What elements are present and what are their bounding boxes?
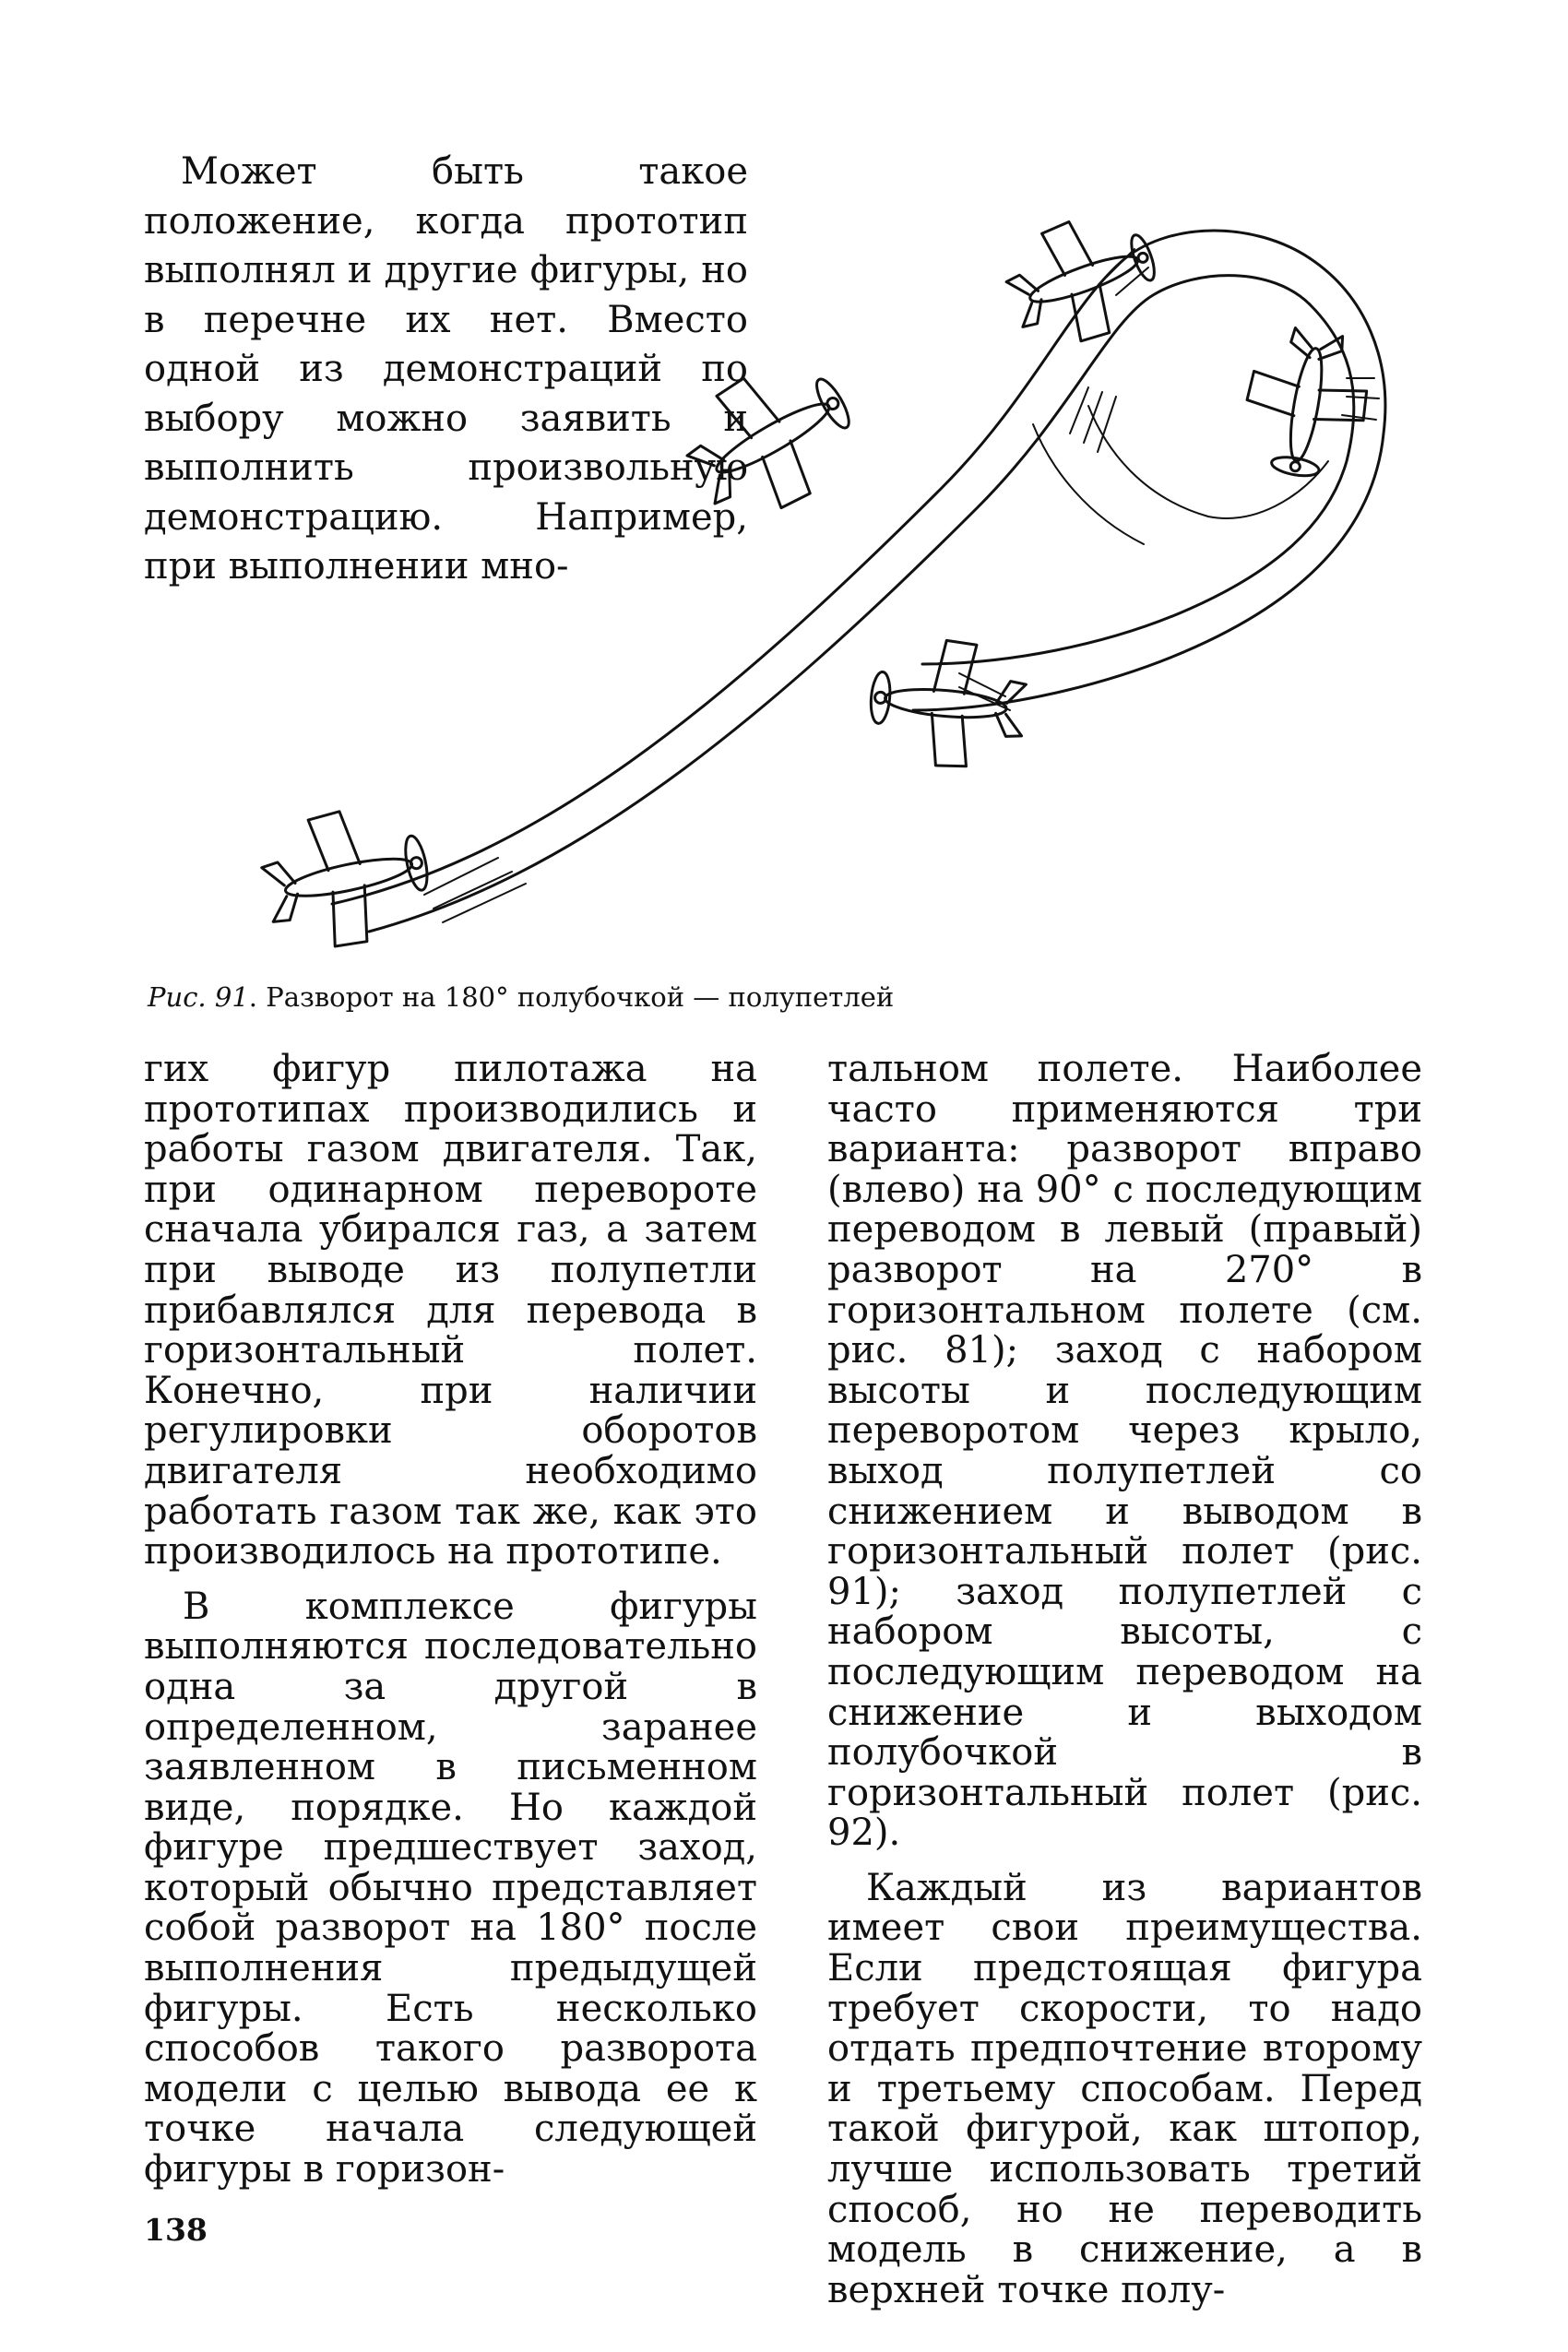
right-paragraph-1: тальном полете. Наиболее часто применяются три варианта: разворот вправо (влево) на 90° с последующим переводом в левый (правый) разворот на 270° в горизонтальном полете (см. рис. 81); заход с набором высоты и последующим переворотом через крыло, выход полупетлей со снижением и выводом в горизонтальный полет (рис. 91); заход полупетлей с набором высоты, с последующим переводом на снижение и выходом полубочкой в горизонтальный полет (рис. 92). — [827, 1048, 1422, 1855]
page-number: 138 — [144, 2212, 208, 2248]
right-column — [827, 1050, 1422, 2325]
caption-label: Рис. 91 — [148, 981, 249, 1013]
airplane-icon — [994, 199, 1170, 360]
right-paragraph-2: Каждый из вариантов имеет свои преимущества. Если предстоящая фигура требует скорости, то надо отдать предпочтение второму и третьему способам. Перед такой фигурой, как штопор, лучше использовать третий способ, но не переводить модель в снижение, а в верхней точке полу- — [827, 1866, 1422, 2311]
caption-text: . Разворот на 180° полубочкой — полупетлей — [248, 981, 895, 1013]
intro-paragraph: Может быть такое положение, когда прототип выполнял и другие фигуры, но в перечне их нет. Вместо одной из демонстраций по выбору можно заявить и выполнить произвольную демонстрацию. Например, при выполнении мно- — [144, 150, 748, 588]
left-paragraph-2: В комплексе фигуры выполняются последовательно одна за другой в определенном, заранее заявленном в письменном виде, порядке. Но каждой фигуре предшествует заход, который обычно представляет собой разворот на 180° после выполнения предыдущей фигуры. Есть несколько способов такого разворота модели с целью вывода ее к точке начала следующей фигуры в горизон- — [144, 1585, 757, 2192]
ribbon-path-icon — [332, 231, 1385, 932]
figure-illustration — [148, 194, 1439, 987]
left-column — [144, 1050, 757, 2205]
airplane-icon — [1236, 322, 1377, 485]
left-paragraph-1: гих фигур пилотажа на прототипах производились и работы газом двигателя. Так, при одинарном перевороте сначала убирался газ, а затем при выводе из полупетли прибавлялся для перевода в горизонтальный полет. Конечно, при наличии регулировки оборотов двигателя необходимо работать газом так же, как это производилось на прототипе. — [144, 1048, 757, 1574]
airplane-icon — [254, 796, 439, 959]
figure-caption — [148, 980, 1420, 1014]
airplane-icon — [668, 341, 874, 537]
airplane-icon — [866, 635, 1029, 773]
